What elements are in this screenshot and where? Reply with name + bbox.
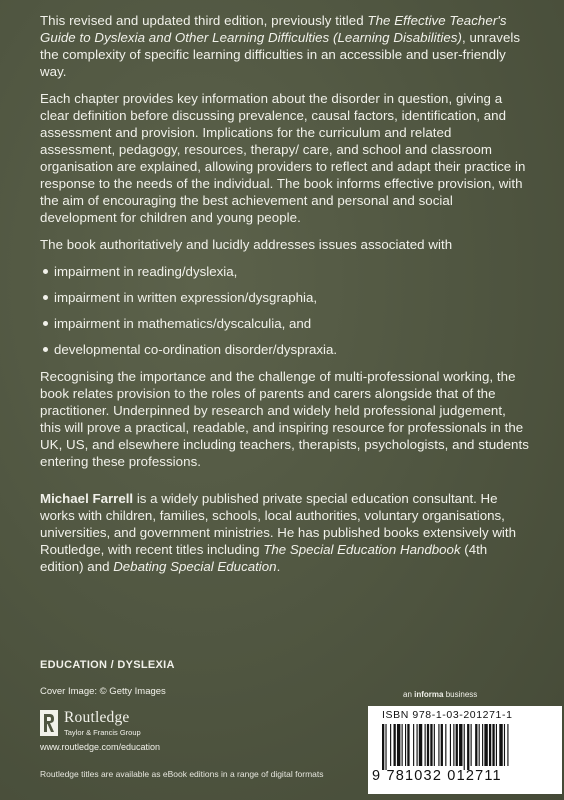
list-item	[40, 263, 530, 280]
list-item	[40, 315, 530, 332]
informa-business-line	[403, 690, 477, 699]
blurb-paragraph-3: The book authoritatively and lucidly addresses issues associated with	[40, 237, 453, 252]
bullet-icon	[43, 321, 48, 326]
informa-wordmark: informa	[414, 690, 444, 699]
author-bio-text-1: is a widely published private special education consultant. He works with children, families, schools, local authorities, voluntary organisations, universities, and government ministries. He has published books extensively with Routledge, with recent titles including	[40, 491, 516, 557]
barcode-bar	[504, 724, 505, 766]
barcode-bar	[489, 724, 491, 766]
barcode-bar	[397, 724, 400, 766]
barcode-bar	[419, 724, 422, 766]
list-item	[40, 289, 530, 306]
barcode-bar	[441, 724, 443, 766]
publisher-url[interactable]: www.routledge.com/education	[40, 742, 161, 752]
informa-prefix: an	[403, 690, 415, 699]
barcode-bar	[484, 724, 487, 766]
blurb-paragraph-2: Each chapter provides key information about the disorder in question, giving a clear definition before discussing prevalence, causal factors, identification, and assessment and provision. Implications for the curriculum and related assessment, pedagogy, resources, therapy/ care, and school and classroom organisation are explained, allowing providers to reflect and adapt their practice in response to the needs of the individual. The book informs effective provision, with the aim of encouraging the best achievement and personal and social development for children and young people.	[40, 91, 526, 225]
ean-digits: 9 781032 012711	[372, 768, 502, 784]
list-item	[40, 341, 530, 358]
barcode-bar	[496, 724, 497, 766]
informa-suffix: business	[443, 690, 478, 699]
barcode-bar	[464, 724, 465, 770]
barcode-bar	[475, 724, 477, 766]
barcode-bar	[390, 724, 391, 766]
barcode-bar	[482, 724, 483, 766]
routledge-logo-icon	[40, 710, 58, 736]
barcode-bar	[385, 724, 386, 770]
blurb-paragraph-1	[40, 12, 530, 80]
barcode-bar	[438, 724, 439, 766]
barcode-bar	[413, 724, 414, 766]
barcode-bar	[427, 724, 429, 766]
author-book-title-1: The Special Education Handbook	[263, 542, 461, 557]
barcode-bar	[430, 724, 432, 766]
author-name: Michael Farrell	[40, 491, 134, 506]
barcode-bar	[434, 724, 435, 766]
barcode-bar	[479, 724, 480, 766]
cover-image-credit: Cover Image: © Getty Images	[40, 686, 166, 697]
blurb-p1-before: This revised and updated third edition, previously titled	[40, 13, 368, 28]
blurb-paragraph-4: Recognising the importance and the challenge of multi-professional working, the book relates provision to the roles of parents and carers alongside that of the practitioner. Underpinned by research and widely held professional judgement, this will prove a practical, readable, and inspiring resource for professionals in the UK, US, and elsewhere including teachers, therapists, psychologists, and students entering these professions.	[40, 369, 529, 469]
barcode-bar	[394, 724, 396, 766]
barcode-bar	[453, 724, 454, 766]
subject-category: EDUCATION / DYSLEXIA	[40, 659, 175, 671]
barcode-bar	[405, 724, 406, 766]
barcode-bar	[467, 724, 469, 770]
publisher-name: Routledge	[64, 709, 130, 726]
barcode-bars	[374, 724, 556, 770]
blurb-p1-after: , unravels the complexity of specific learning difficulties in an accessible and user-friendly way.	[40, 30, 521, 79]
author-book-title-2: Debating Special Education	[113, 559, 277, 574]
issues-list	[40, 263, 530, 358]
previous-title: The Effective Teacher's Guide to Dyslexia and Other Learning Difficulties (Learning Disabilities)	[40, 13, 507, 45]
barcode-bar	[507, 724, 508, 766]
isbn-number: ISBN 978-1-03-201271-1	[382, 709, 513, 721]
barcode-bar	[459, 724, 462, 766]
barcode-bar	[456, 724, 458, 766]
barcode-bar	[382, 724, 384, 770]
list-item-text: impairment in mathematics/dyscalculia, and	[54, 316, 312, 331]
barcode-bar	[492, 724, 494, 766]
barcode-bar	[450, 724, 451, 766]
bullet-icon	[43, 269, 48, 274]
list-item-text: developmental co-ordination disorder/dyspraxia.	[54, 342, 338, 357]
barcode-bar	[471, 724, 472, 766]
list-item-text: impairment in written expression/dysgraphia,	[54, 290, 318, 305]
isbn-barcode	[368, 706, 562, 794]
barcode-bar	[425, 724, 426, 766]
barcode-bar	[417, 724, 418, 766]
publisher-group: Taylor & Francis Group	[64, 728, 141, 737]
ebook-note: Routledge titles are available as eBook editions in a range of digital formats	[40, 769, 324, 779]
author-bio	[40, 490, 530, 575]
barcode-bar	[407, 724, 409, 766]
blurb	[40, 12, 530, 480]
barcode-bar	[445, 724, 446, 766]
bullet-icon	[43, 295, 48, 300]
publisher-logo	[40, 708, 170, 740]
barcode-bar	[499, 724, 502, 766]
author-bio-text-2: (4th edition) and	[40, 542, 488, 574]
author-bio-text-3: .	[276, 559, 281, 574]
barcode-bar	[402, 724, 403, 766]
list-item-text: impairment in reading/dyslexia,	[54, 264, 238, 279]
bullet-icon	[43, 347, 48, 352]
